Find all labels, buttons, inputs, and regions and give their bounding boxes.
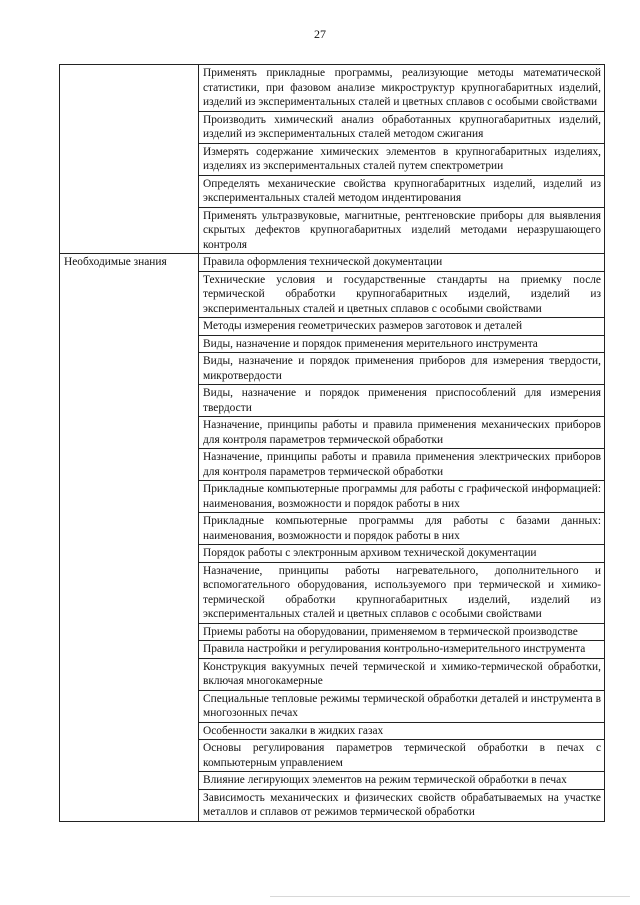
skill-item: Определять механические свойства крупногабаритных изделий, изделий из экспериментальных сталей методом индентирования (199, 175, 605, 207)
knowledge-item: Виды, назначение и порядок применения приспособлений для измерения твердости (199, 385, 605, 417)
table-row (60, 65, 605, 112)
table-row (60, 254, 605, 272)
knowledge-item: Зависимость механических и физических свойств обрабатываемых на участке металлов и сплавов от режимов термической обработки (199, 789, 605, 821)
knowledge-item: Основы регулирования параметров термической обработки в печах с компьютерным управлением (199, 740, 605, 772)
scan-edge-line (270, 896, 630, 901)
knowledge-item: Порядок работы с электронным архивом технической документации (199, 545, 605, 563)
knowledge-item: Приемы работы на оборудовании, применяемом в термической производстве (199, 623, 605, 641)
page-number: 27 (314, 27, 326, 41)
knowledge-item: Технические условия и государственные стандарты на приемку после термической обработки крупногабаритных изделий, изделий из экспериментальных сталей и цветных сплавов с особыми свойствами (199, 271, 605, 318)
skill-item: Производить химический анализ обработанных крупногабаритных изделий, изделий из экспериментальных сталей методом сжигания (199, 111, 605, 143)
knowledge-item: Назначение, принципы работы и правила применения механических приборов для контроля параметров термической обработки (199, 417, 605, 449)
knowledge-item: Виды, назначение и порядок применения мерительного инструмента (199, 335, 605, 353)
knowledge-item: Виды, назначение и порядок применения приборов для измерения твердости, микротвердости (199, 353, 605, 385)
skills-label-cell (60, 65, 199, 254)
knowledge-item: Влияние легирующих элементов на режим термической обработки в печах (199, 772, 605, 790)
knowledge-item: Специальные тепловые режимы термической обработки деталей и инструмента в многозонных печах (199, 690, 605, 722)
knowledge-item: Прикладные компьютерные программы для работы с графической информацией: наименования, возможности и порядок работы в них (199, 481, 605, 513)
knowledge-item: Назначение, принципы работы и правила применения электрических приборов для контроля параметров термической обработки (199, 449, 605, 481)
skill-item: Применять прикладные программы, реализующие методы математической статистики, при фазовом анализе микроструктур крупногабаритных изделий, изделий из экспериментальных сталей и цветных сплавов с особыми свойствами (199, 65, 605, 112)
skill-item: Измерять содержание химических элементов в крупногабаритных изделиях, изделиях из экспериментальных сталей путем спектрометрии (199, 143, 605, 175)
knowledge-item: Правила оформления технической документации (199, 254, 605, 272)
requirements-table (59, 64, 605, 822)
knowledge-item: Правила настройки и регулирования контрольно-измерительного инструмента (199, 641, 605, 659)
knowledge-item: Назначение, принципы работы нагревательного, дополнительного и вспомогательного оборудования, используемого при термической и химико-термической обработки крупногабаритных изделий, изделий из экспериментальных сталей и цветных сплавов с особыми свойствами (199, 562, 605, 623)
skill-item: Применять ультразвуковые, магнитные, рентгеновские приборы для выявления скрытых дефектов крупногабаритных изделий методами неразрушающего контроля (199, 207, 605, 254)
knowledge-label-cell: Необходимые знания (60, 254, 199, 822)
knowledge-item: Конструкция вакуумных печей термической и химико-термической обработки, включая многокамерные (199, 658, 605, 690)
knowledge-item: Методы измерения геометрических размеров заготовок и деталей (199, 318, 605, 336)
knowledge-item: Особенности закалки в жидких газах (199, 722, 605, 740)
knowledge-item: Прикладные компьютерные программы для работы с базами данных: наименования, возможности и порядок работы в них (199, 513, 605, 545)
